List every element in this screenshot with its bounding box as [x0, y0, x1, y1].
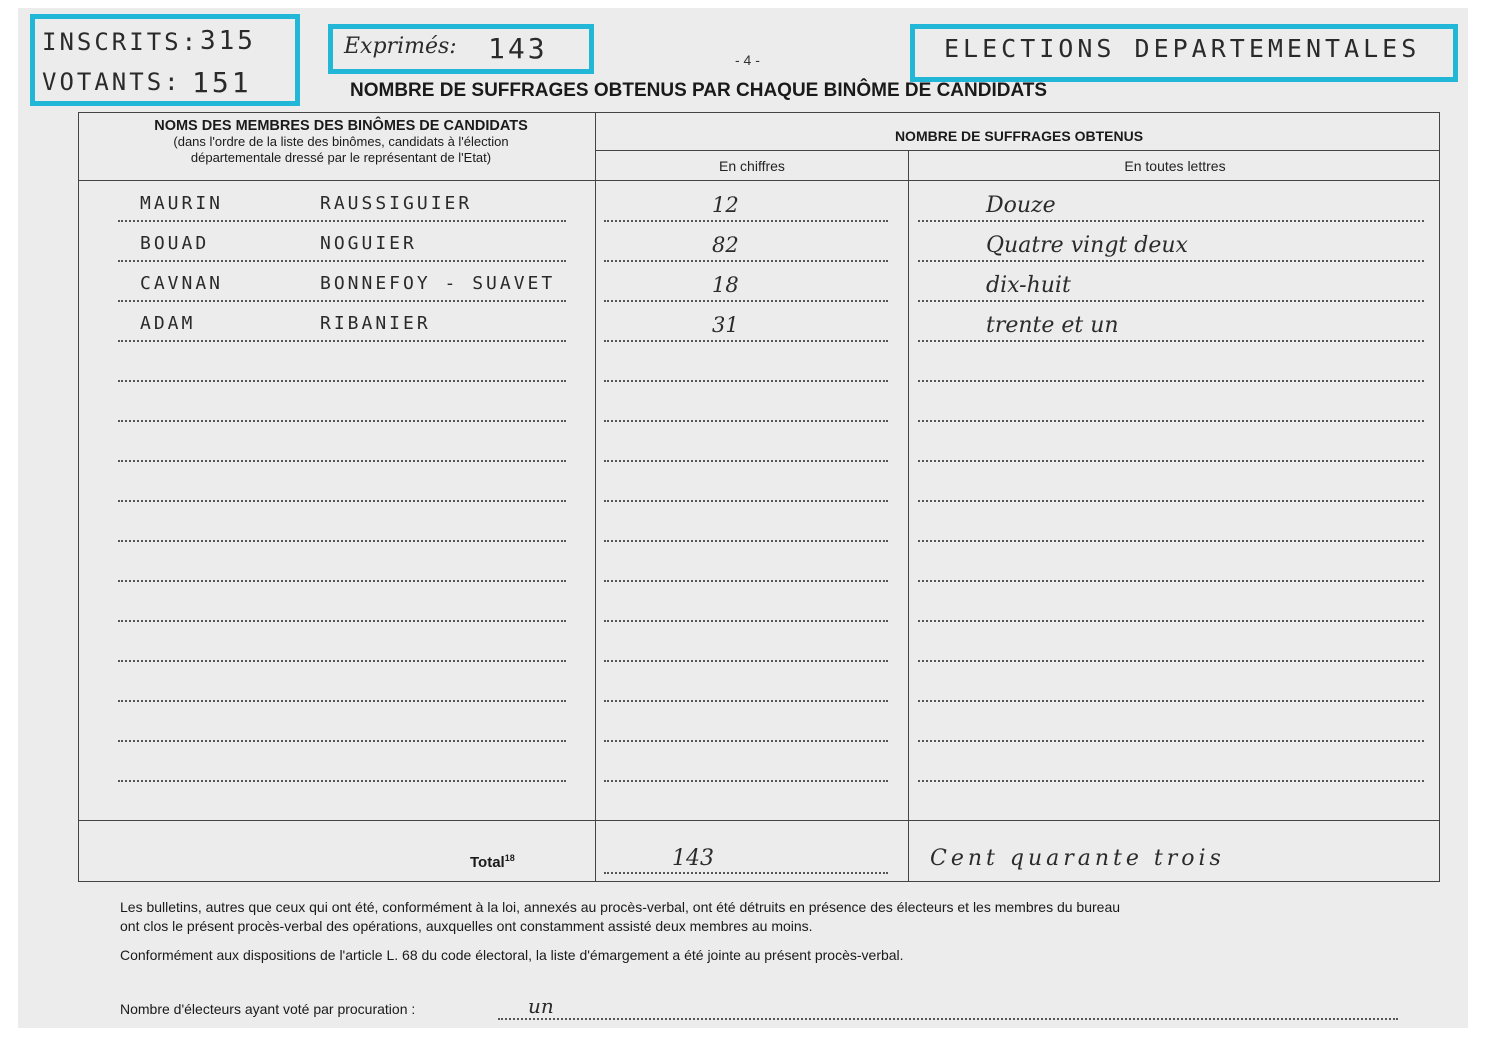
dotted-line: [118, 500, 566, 502]
dotted-line: [918, 300, 1424, 302]
footer-paragraph-1-line-1: Les bulletins, autres que ceux qui ont été, conformément à la loi, annexés au procès-verbal, ont été détruits en présence des électeurs et les membres du bureau: [120, 899, 1121, 915]
dotted-line: [118, 220, 566, 222]
proxy-voters-label: Nombre d'électeurs ayant voté par procuration :: [120, 1001, 416, 1017]
inscrits-label: INSCRITS:: [42, 28, 200, 56]
footer-paragraph-1: [120, 898, 1120, 936]
candidate-name-1: MAURIN: [140, 193, 224, 214]
page-title: NOMBRE DE SUFFRAGES OBTENUS PAR CHAQUE BINÔME DE CANDIDATS: [350, 80, 1048, 101]
column-divider: [595, 112, 596, 882]
dotted-line: [118, 340, 566, 342]
dotted-line: [604, 420, 888, 422]
votes-in-figures: 18: [712, 273, 739, 297]
dotted-line: [918, 740, 1424, 742]
dotted-line: [918, 260, 1424, 262]
dotted-line: [604, 220, 888, 222]
inscrits-value: 315: [200, 26, 256, 56]
dotted-line: [604, 540, 888, 542]
votes-column-header: NOMBRE DE SUFFRAGES OBTENUS: [894, 128, 1144, 144]
dotted-line: [118, 260, 566, 262]
dotted-line: [918, 580, 1424, 582]
dotted-line: [918, 380, 1424, 382]
dotted-line: [918, 420, 1424, 422]
dotted-line: [118, 580, 566, 582]
dotted-line: [918, 780, 1424, 782]
dotted-line: [118, 420, 566, 422]
candidate-name-2: NOGUIER: [320, 233, 417, 254]
dotted-line: [604, 740, 888, 742]
votants-value: 151: [192, 66, 252, 99]
dotted-line: [118, 300, 566, 302]
dotted-line: [604, 460, 888, 462]
dotted-line: [604, 700, 888, 702]
dotted-line: [918, 620, 1424, 622]
dotted-line: [604, 580, 888, 582]
votes-in-letters: trente et un: [986, 313, 1119, 338]
dotted-line: [604, 260, 888, 262]
dotted-line: [604, 300, 888, 302]
dotted-line: [604, 380, 888, 382]
votes-in-letters: Douze: [986, 193, 1056, 218]
total-dotted-line: [604, 872, 888, 874]
dotted-line: [118, 660, 566, 662]
dotted-line: [918, 540, 1424, 542]
names-header-note-1: (dans l'ordre de la liste des binômes, candidats à l'élection: [173, 134, 509, 149]
votes-in-figures: 31: [712, 313, 739, 337]
dotted-line: [918, 660, 1424, 662]
footer-paragraph-1-line-2: ont clos le présent procès-verbal des opérations, auxquelles ont constamment assisté deux membres au moins.: [120, 918, 813, 934]
dotted-line: [918, 500, 1424, 502]
dotted-line: [604, 340, 888, 342]
candidate-name-1: ADAM: [140, 313, 196, 334]
dotted-line: [118, 620, 566, 622]
votes-in-letters: dix-huit: [986, 273, 1071, 298]
total-letters: Cent quarante trois: [930, 846, 1225, 871]
proxy-voters-value: un: [528, 994, 554, 1018]
proxy-voters-line: [498, 1018, 1398, 1020]
votes-in-figures: 12: [712, 193, 739, 217]
results-table: [78, 112, 1440, 882]
dotted-line: [118, 780, 566, 782]
total-divider: [78, 820, 1440, 821]
votes-in-letters: Quatre vingt deux: [986, 233, 1188, 258]
footer-paragraph-2: Conformément aux dispositions de l'article L. 68 du code électoral, la liste d'émargement a été jointe au présent procès-verbal.: [120, 947, 904, 963]
exprimes-value: 143: [488, 32, 548, 65]
election-title: ELECTIONS DEPARTEMENTALES: [944, 34, 1421, 63]
header-bottom: [78, 180, 1440, 181]
votants-label: VOTANTS:: [42, 68, 182, 96]
candidate-name-2: RAUSSIGUIER: [320, 193, 473, 214]
candidate-name-1: CAVNAN: [140, 273, 224, 294]
figures-column-header: En chiffres: [719, 158, 785, 174]
exprimes-label: Exprimés:: [344, 34, 457, 59]
dotted-line: [918, 220, 1424, 222]
total-label: [470, 853, 515, 871]
names-header-title: NOMS DES MEMBRES DES BINÔMES DE CANDIDATS: [154, 118, 528, 134]
dotted-line: [918, 340, 1424, 342]
votes-in-figures: 82: [712, 233, 739, 257]
column-divider: [908, 150, 909, 882]
header-divider: [595, 150, 1440, 151]
dotted-line: [604, 500, 888, 502]
dotted-line: [118, 540, 566, 542]
candidate-name-1: BOUAD: [140, 233, 210, 254]
dotted-line: [918, 460, 1424, 462]
total-figures: 143: [672, 846, 714, 871]
dotted-line: [604, 660, 888, 662]
page-number: - 4 -: [735, 52, 760, 68]
dotted-line: [918, 700, 1424, 702]
names-header-note-2: départementale dressé par le représentant de l'Etat): [190, 150, 492, 165]
dotted-line: [604, 780, 888, 782]
dotted-line: [118, 460, 566, 462]
dotted-line: [118, 380, 566, 382]
names-column-header: [86, 118, 596, 166]
dotted-line: [118, 700, 566, 702]
total-label-text: Total: [470, 854, 505, 871]
dotted-line: [604, 620, 888, 622]
letters-column-header: En toutes lettres: [1124, 158, 1226, 174]
total-footnote-ref: 18: [504, 853, 515, 863]
dotted-line: [118, 740, 566, 742]
candidate-name-2: BONNEFOY - SUAVET: [320, 273, 556, 294]
candidate-name-2: RIBANIER: [320, 313, 431, 334]
